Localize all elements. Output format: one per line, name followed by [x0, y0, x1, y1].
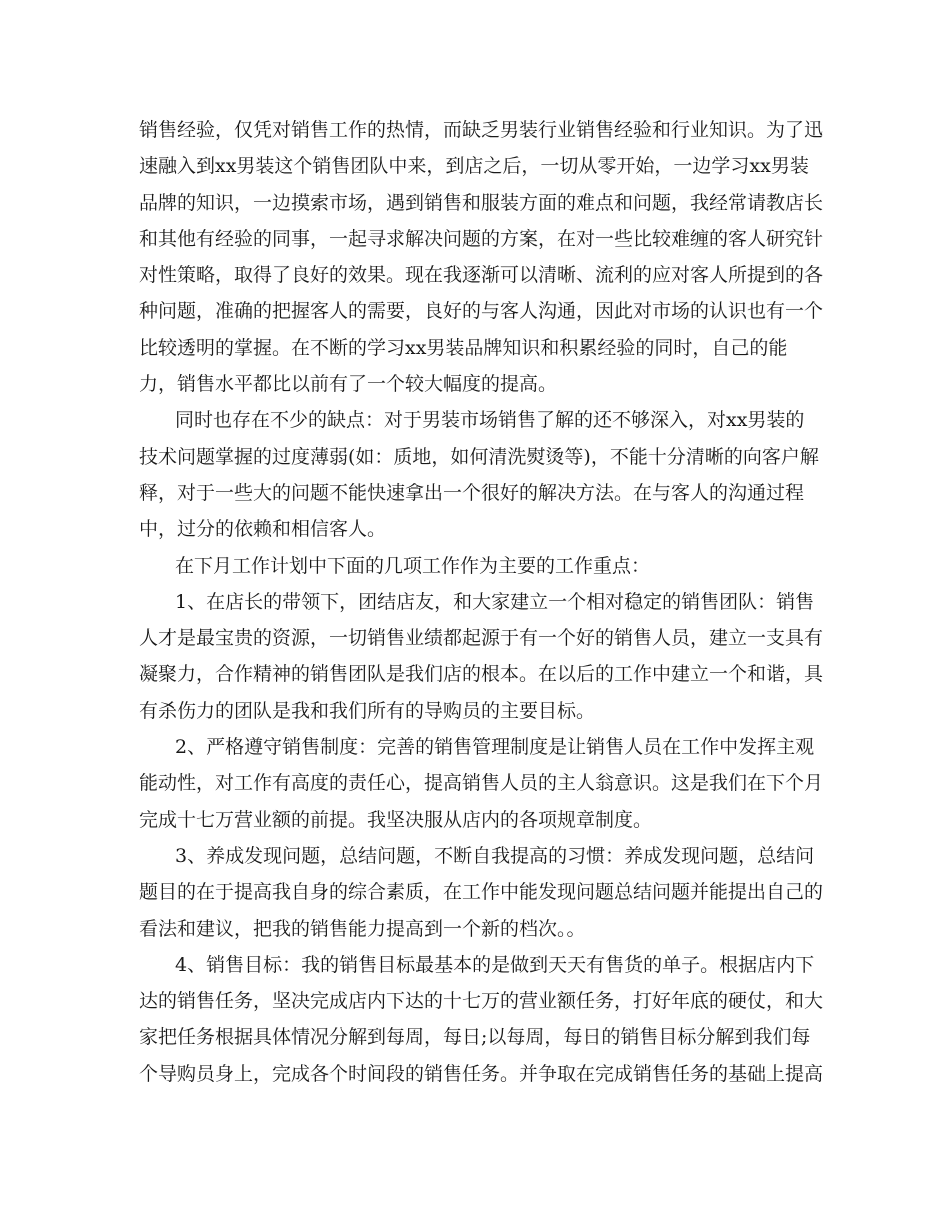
body-text: [139, 112, 824, 1092]
text-line: 看法和建议，把我的销售能力提高到一个新的档次。。: [139, 917, 586, 940]
paragraph-start-line: 2、严格遵守销售制度：完善的销售管理制度是让销售人员在工作中发挥主观: [175, 736, 815, 759]
text-line: 能动性，对工作有高度的责任心，提高销售人员的主人翁意识。这是我们在下个月: [139, 772, 824, 795]
paragraph-start-line: 3、养成发现问题，总结问题，不断自我提高的习惯：养成发现问题，总结问: [175, 844, 815, 867]
text-line: 有杀伤力的团队是我和我们所有的导购员的主要目标。: [139, 699, 596, 722]
text-line: 技术问题掌握的过度薄弱(如：质地，如何清洗熨烫等)，不能十分清晰的向客户解: [139, 445, 819, 468]
paragraph-start-line: 1、在店长的带领下，团结店友，和大家建立一个相对稳定的销售团队：销售: [175, 590, 815, 613]
text-line: 种问题，准确的把握客人的需要，良好的与客人沟通，因此对市场的认识也有一个: [139, 300, 824, 323]
text-line: 品牌的知识，一边摸索市场，遇到销售和服装方面的难点和问题，我经常请教店长: [139, 191, 824, 214]
text-line: 中，过分的依赖和相信客人。: [139, 518, 387, 541]
text-line: 速融入到xx男装这个销售团队中来，到店之后，一切从零开始，一边学习xx男装: [139, 155, 809, 178]
paragraph-start-line: 同时也存在不少的缺点：对于男装市场销售了解的还不够深入，对xx男装的: [175, 409, 805, 432]
text-line: 题目的在于提高我自身的综合素质，在工作中能发现问题总结问题并能提出自己的: [139, 881, 824, 904]
paragraph-start-line: 在下月工作计划中下面的几项工作作为主要的工作重点：: [175, 554, 651, 577]
text-line: 达的销售任务，坚决完成店内下达的十七万的营业额任务，打好年底的硬仗，和大: [139, 990, 824, 1013]
text-line: 个导购员身上，完成各个时间段的销售任务。并争取在完成销售任务的基础上提高: [139, 1062, 824, 1085]
text-line: 人才是最宝贵的资源，一切销售业绩都起源于有一个好的销售人员，建立一支具有: [139, 627, 824, 650]
paragraph-start-line: 4、销售目标：我的销售目标最基本的是做到天天有售货的单子。根据店内下: [175, 953, 815, 976]
text-line: 对性策略，取得了良好的效果。现在我逐渐可以清晰、流利的应对客人所提到的各: [139, 264, 824, 287]
text-line: 凝聚力，合作精神的销售团队是我们店的根本。在以后的工作中建立一个和谐，具: [139, 663, 824, 686]
text-line: 力，销售水平都比以前有了一个较大幅度的提高。: [139, 373, 558, 396]
text-line: 比较透明的掌握。在不断的学习xx男装品牌知识和积累经验的同时，自己的能: [139, 336, 788, 359]
text-line: 完成十七万营业额的前提。我坚决服从店内的各项规章制度。: [139, 808, 653, 831]
text-line: 销售经验，仅凭对销售工作的热情，而缺乏男装行业销售经验和行业知识。为了迅: [139, 119, 824, 141]
text-line: 和其他有经验的同事，一起寻求解决问题的方案，在对一些比较难缠的客人研究针: [139, 227, 824, 250]
text-line: 家把任务根据具体情况分解到每周，每日;以每周，每日的销售目标分解到我们每: [139, 1026, 811, 1049]
text-line: 释，对于一些大的问题不能快速拿出一个很好的解决方法。在与客人的沟通过程: [139, 481, 805, 504]
